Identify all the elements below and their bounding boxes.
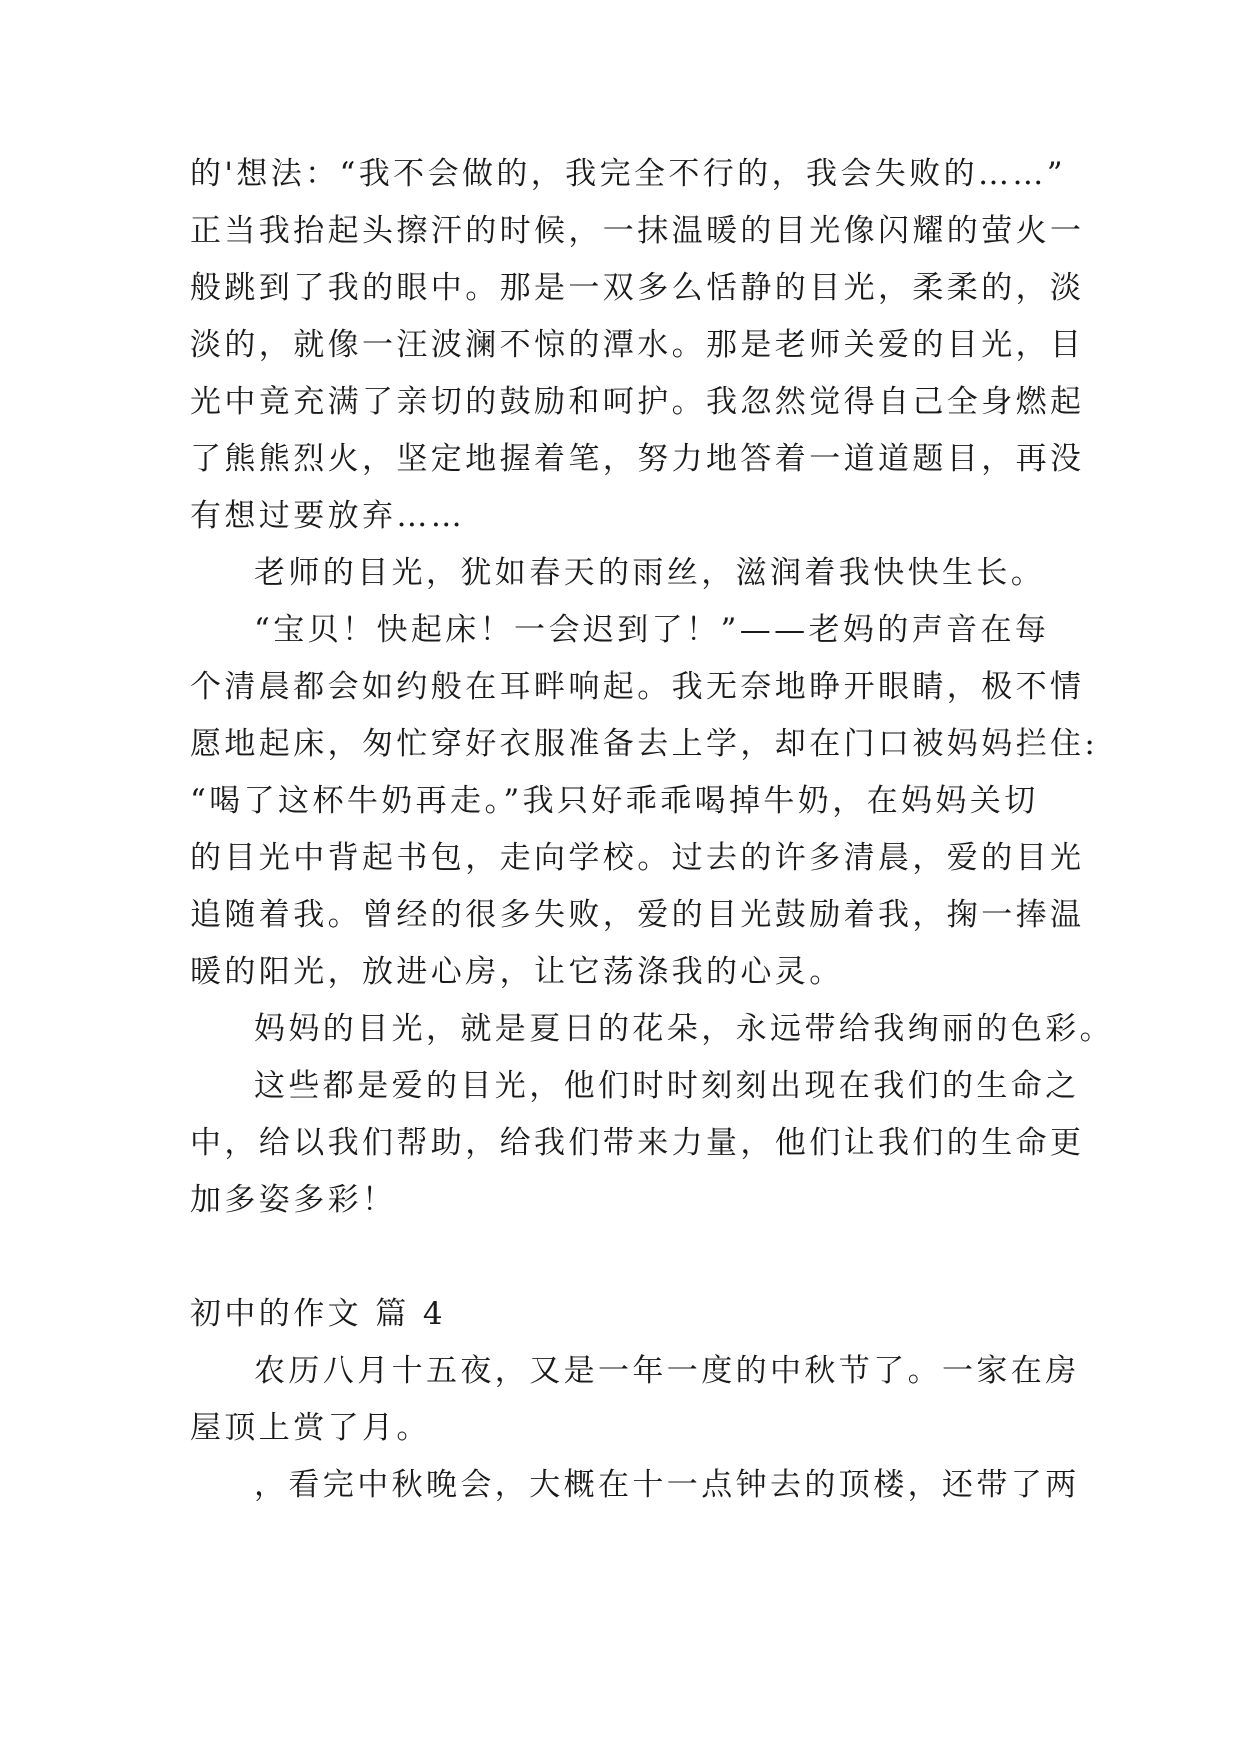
paragraph-line: 农历八月十五夜，又是一年一度的中秋节了。一家在房 — [254, 1353, 1080, 1389]
paragraph-line: 愿地起床，匆忙穿好衣服准备去上学，却在门口被妈妈拦住: — [190, 726, 1099, 762]
paragraph-line: 暖的阳光，放进心房，让它荡涤我的心灵。 — [190, 954, 844, 990]
paragraph-line: 般跳到了我的眼中。那是一双多么恬静的目光，柔柔的，淡 — [190, 270, 1085, 306]
section-heading: 初中的作文 篇 4 — [190, 1296, 447, 1332]
paragraph-line: 有想过要放弃…… — [190, 498, 466, 534]
paragraph-line: 这些都是爱的目光，他们时时刻刻出现在我们的生命之 — [254, 1068, 1080, 1104]
paragraph-line: 老师的目光，犹如春天的雨丝，滋润着我快快生长。 — [254, 555, 1046, 591]
paragraph-line: 光中竟充满了亲切的鼓励和呵护。我忽然觉得自己全身燃起 — [190, 384, 1085, 420]
paragraph-line: ，看完中秋晚会，大概在十一点钟去的顶楼，还带了两 — [254, 1467, 1080, 1503]
paragraph-line: 个清晨都会如约般在耳畔响起。我无奈地睁开眼睛，极不情 — [190, 669, 1085, 705]
paragraph-line: 妈妈的目光，就是夏日的花朵，永远带给我绚丽的色彩。 — [254, 1011, 1114, 1047]
paragraph-line: 淡的，就像一汪波澜不惊的潭水。那是老师关爱的目光，目 — [190, 327, 1085, 363]
paragraph-line: 的'想法：“我不会做的，我完全不行的，我会失败的……” — [190, 156, 1067, 192]
paragraph-line: 追随着我。曾经的很多失败，爱的目光鼓励着我，掬一捧温 — [190, 897, 1085, 933]
paragraph-line: 中，给以我们帮助，给我们带来力量，他们让我们的生命更 — [190, 1125, 1085, 1161]
paragraph-line: 了熊熊烈火，坚定地握着笔，努力地答着一道道题目，再没 — [190, 441, 1085, 477]
paragraph-line: 加多姿多彩！ — [190, 1182, 397, 1218]
paragraph-line: “宝贝！快起床！一会迟到了！”——老妈的声音在每 — [254, 612, 1050, 648]
paragraph-line: 屋顶上赏了月。 — [190, 1410, 431, 1446]
paragraph-line: 的目光中背起书包，走向学校。过去的许多清晨，爱的目光 — [190, 840, 1085, 876]
paragraph-line: “喝了这杯牛奶再走。”我只好乖乖喝掉牛奶，在妈妈关切 — [190, 783, 1039, 819]
paragraph-line: 正当我抬起头擦汗的时候，一抹温暖的目光像闪耀的萤火一 — [190, 213, 1085, 249]
